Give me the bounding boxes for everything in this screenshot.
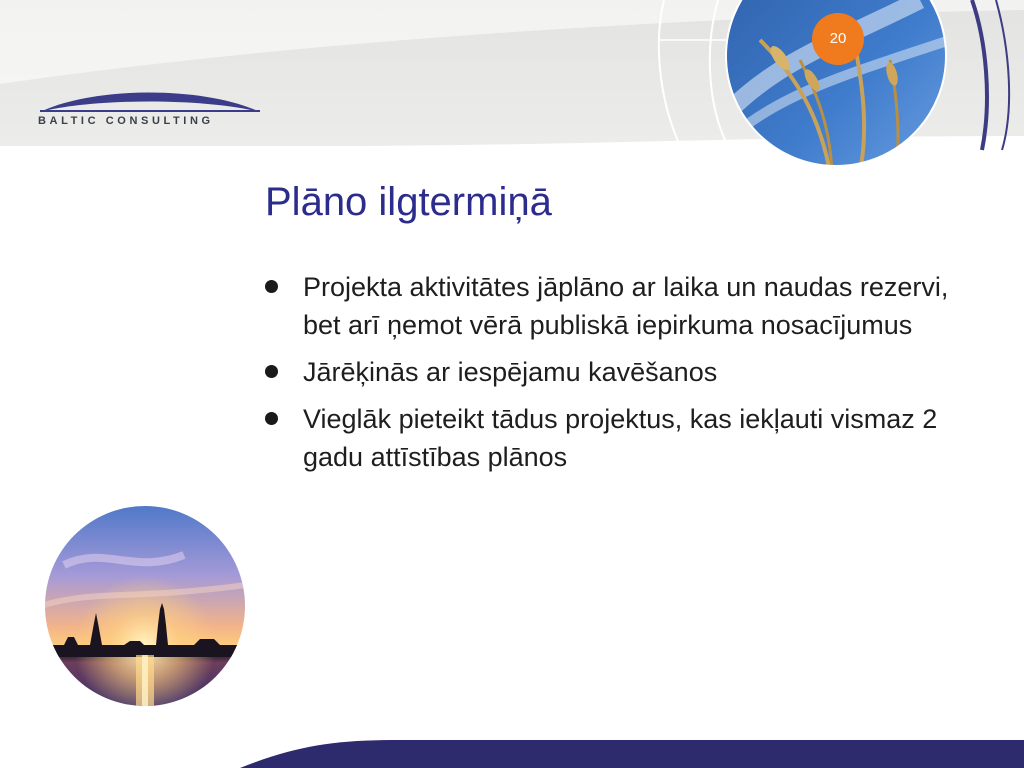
- city-sunset-icon: [44, 505, 246, 707]
- slide-title: Plāno ilgtermiņā: [265, 180, 552, 224]
- bullet-dot-icon: [265, 412, 278, 425]
- bullet-text: Projekta aktivitātes jāplāno ar laika un naudas rezervi, bet arī ņemot vērā publiskā iepirkuma nosacījumus: [303, 272, 949, 340]
- bullet-list: [262, 268, 992, 485]
- bullet-dot-icon: [265, 280, 278, 293]
- bullet-item: [262, 268, 992, 344]
- bullet-text: Vieglāk pieteikt tādus projektus, kas iekļauti vismaz 2 gadu attīstības plānos: [303, 404, 938, 472]
- page-number-badge: 20: [812, 13, 864, 65]
- logo-arch-icon: [34, 88, 266, 116]
- baltic-consulting-logo: [34, 88, 266, 133]
- bottom-band: [0, 728, 1024, 768]
- bullet-text: Jārēķinās ar iespējamu kavēšanos: [303, 357, 718, 387]
- bullet-item: [262, 400, 992, 476]
- bullet-item: [262, 353, 992, 391]
- logo-text: BALTIC CONSULTING: [38, 115, 214, 127]
- bullet-dot-icon: [265, 365, 278, 378]
